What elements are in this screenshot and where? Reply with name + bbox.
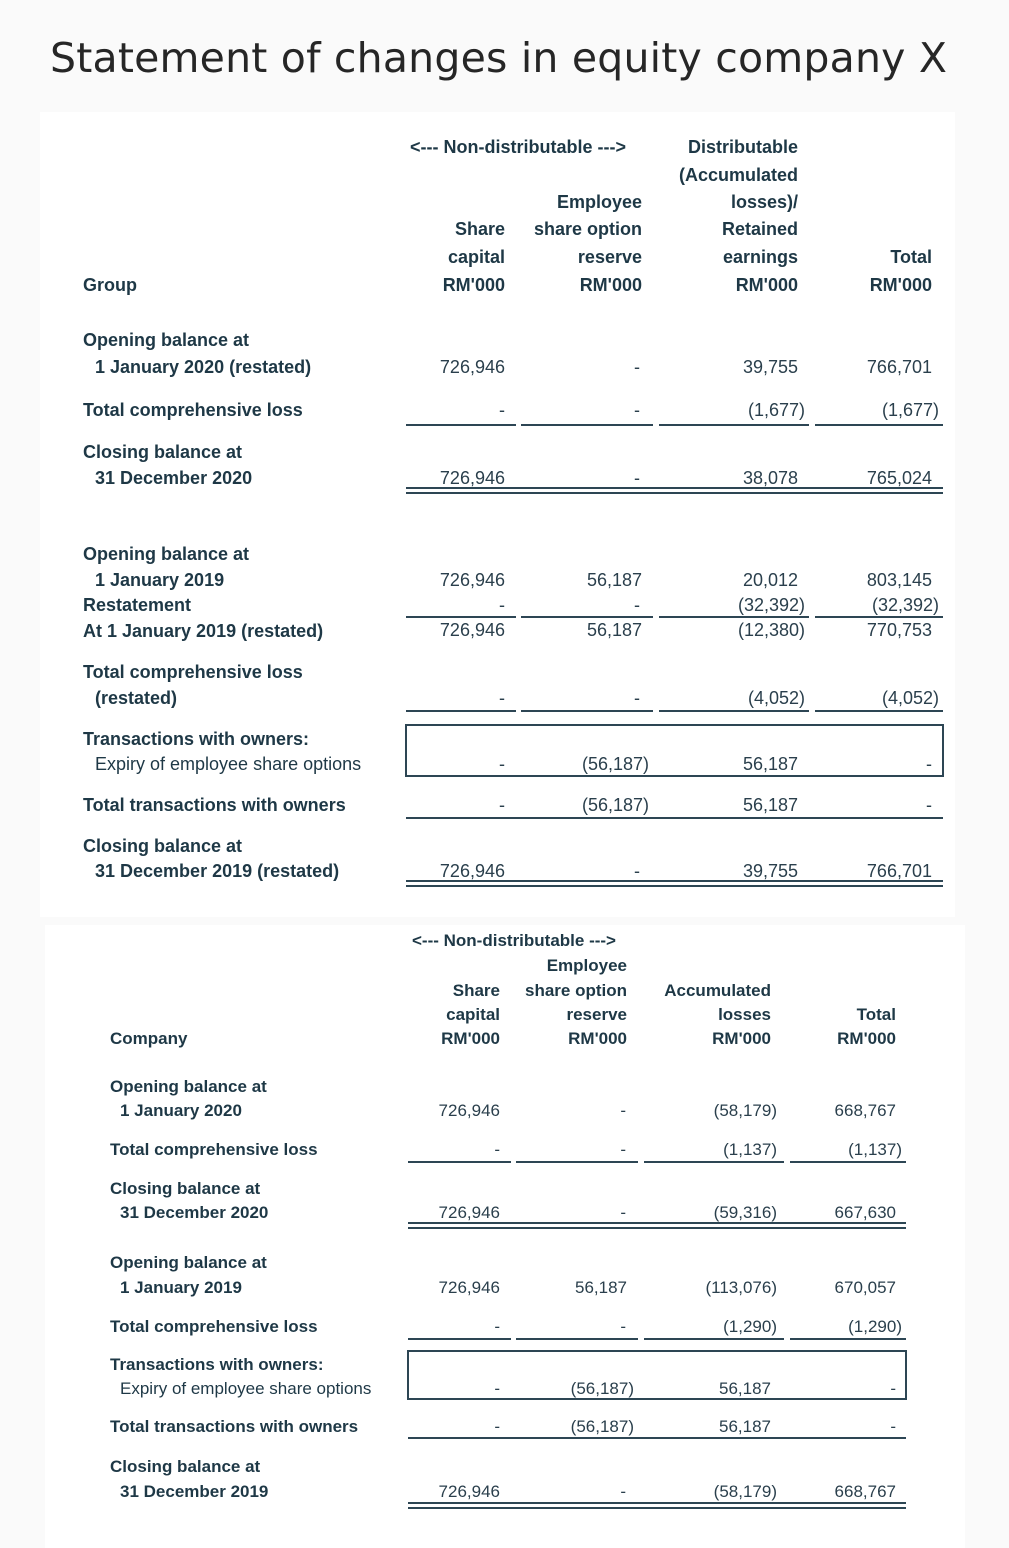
cell-total: 766,701 (866, 861, 932, 881)
row-label: Total comprehensive loss (110, 1140, 318, 1159)
row-label: Total comprehensive loss (110, 1317, 318, 1336)
row-label: 1 January 2019 (95, 570, 225, 590)
cell-total: (32,392) (871, 595, 939, 615)
header-share-capital-unit: RM'000 (442, 275, 505, 295)
cell-share-capital: - (499, 595, 505, 615)
subtotal-rule (815, 710, 943, 712)
cell-share-capital: 726,946 (438, 1203, 500, 1222)
cell-esos: 56,187 (586, 570, 642, 590)
cell-esos: - (620, 1482, 626, 1501)
row-label: Transactions with owners: (83, 729, 310, 749)
row-label: 1 January 2020 (restated) (95, 357, 312, 377)
row-label: Restatement (83, 595, 192, 615)
row-label: At 1 January 2019 (restated) (83, 621, 324, 641)
cell-total: 668,767 (834, 1101, 896, 1120)
cell-distributable: (1,677) (747, 400, 805, 420)
subtotal-rule (659, 710, 809, 712)
cell-share-capital: - (499, 400, 505, 420)
header-distributable-4: Retained (721, 219, 798, 239)
cell-esos: - (634, 688, 640, 708)
cell-accumulated: 56,187 (719, 1417, 771, 1436)
row-label: Expiry of employee share options (95, 754, 362, 774)
header-accumulated-1: Accumulated (664, 981, 771, 1000)
subtotal-rule (521, 710, 653, 712)
subtotal-rule (790, 1161, 906, 1163)
header-total-unit: RM'000 (869, 275, 932, 295)
cell-accumulated: (1,290) (723, 1317, 777, 1336)
header-esos-unit: RM'000 (579, 275, 642, 295)
header-accumulated-unit: RM'000 (712, 1029, 771, 1048)
row-label: Closing balance at (83, 442, 243, 462)
subtotal-rule (790, 1338, 906, 1340)
header-esos-1: Employee (546, 956, 627, 975)
total-double-rule (408, 1222, 906, 1229)
cell-distributable: (12,380) (737, 620, 805, 640)
cell-esos: (56,187) (581, 795, 649, 815)
subtotal-rule (406, 817, 943, 819)
subtotal-rule (644, 1338, 784, 1340)
cell-total: - (926, 795, 932, 815)
cell-esos: - (620, 1203, 626, 1222)
cell-distributable: 56,187 (742, 754, 798, 774)
total-double-rule (406, 880, 943, 887)
cell-esos: - (620, 1140, 626, 1159)
cell-distributable: (32,392) (737, 595, 805, 615)
cell-share-capital: 726,946 (438, 1482, 500, 1501)
cell-esos: - (620, 1101, 626, 1120)
header-share-capital-1: Share (454, 219, 505, 239)
cell-distributable: 38,078 (742, 468, 798, 488)
subtotal-rule (521, 424, 653, 426)
subtotal-rule (408, 1338, 511, 1340)
header-share-capital-1: Share (452, 981, 500, 1000)
cell-share-capital: - (499, 795, 505, 815)
cell-accumulated: (59,316) (713, 1203, 777, 1222)
header-distributable-unit: RM'000 (735, 275, 798, 295)
row-label: 31 December 2019 (restated) (95, 861, 340, 881)
cell-esos: - (634, 357, 640, 377)
cell-esos: - (634, 861, 640, 881)
cell-total: 766,701 (866, 357, 932, 377)
cell-accumulated: (58,179) (713, 1482, 777, 1501)
row-label: Total transactions with owners (83, 795, 346, 815)
cell-total: - (890, 1379, 896, 1398)
header-esos-2: share option (533, 219, 642, 239)
cell-share-capital: 726,946 (439, 570, 505, 590)
row-label: (restated) (95, 688, 178, 708)
cell-total: (1,290) (848, 1317, 902, 1336)
header-esos-2: share option (524, 981, 627, 1000)
header-total-1: Total (890, 247, 932, 267)
cell-share-capital: - (494, 1379, 500, 1398)
subtotal-rule (521, 616, 653, 618)
cell-distributable: 56,187 (742, 795, 798, 815)
subtotal-rule (516, 1161, 638, 1163)
total-double-rule (408, 1502, 906, 1509)
cell-esos: 56,187 (575, 1278, 627, 1297)
cell-share-capital: 726,946 (438, 1101, 500, 1120)
subtotal-rule (815, 424, 943, 426)
row-label: 1 January 2020 (120, 1101, 242, 1120)
header-distributable-3: losses)/ (730, 192, 798, 212)
cell-total: 770,753 (866, 620, 932, 640)
subtotal-rule (408, 1437, 906, 1439)
subtotal-rule (408, 1161, 511, 1163)
row-label: Closing balance at (110, 1179, 261, 1198)
highlight-box (405, 724, 944, 777)
subtotal-rule (406, 616, 516, 618)
cell-share-capital: 726,946 (439, 468, 505, 488)
cell-total: 765,024 (866, 468, 932, 488)
cell-share-capital: - (494, 1317, 500, 1336)
cell-total: 667,630 (834, 1203, 896, 1222)
cell-total: (4,052) (881, 688, 939, 708)
subtotal-rule (406, 424, 516, 426)
cell-esos: - (634, 595, 640, 615)
cell-total: - (926, 754, 932, 774)
row-label: 1 January 2019 (120, 1278, 242, 1297)
header-esos-3: reserve (566, 1005, 627, 1024)
cell-share-capital: 726,946 (438, 1278, 500, 1297)
company-statement-panel (45, 925, 965, 1548)
row-label: Expiry of employee share options (120, 1379, 372, 1398)
header-share-capital-2: capital (447, 247, 505, 267)
cell-accumulated: (58,179) (713, 1101, 777, 1120)
cell-share-capital: - (499, 688, 505, 708)
subtotal-rule (406, 710, 516, 712)
cell-total: 668,767 (834, 1482, 896, 1501)
subtotal-rule (644, 1161, 784, 1163)
cell-total: (1,677) (881, 400, 939, 420)
cell-share-capital: 726,946 (439, 357, 505, 377)
cell-esos: - (634, 468, 640, 488)
section-label-company: Company (110, 1029, 188, 1048)
header-total-1: Total (856, 1005, 896, 1024)
header-distributable-2: (Accumulated (678, 165, 798, 185)
cell-accumulated: 56,187 (719, 1379, 771, 1398)
row-label: Opening balance at (83, 330, 250, 350)
cell-accumulated: (113,076) (705, 1278, 777, 1297)
row-label: Opening balance at (110, 1077, 267, 1096)
cell-distributable: 39,755 (742, 861, 798, 881)
page-title: Statement of changes in equity company X (50, 34, 948, 82)
cell-esos: (56,187) (570, 1379, 634, 1398)
header-share-capital-unit: RM'000 (441, 1029, 500, 1048)
cell-total: (1,137) (848, 1140, 902, 1159)
row-label: Total comprehensive loss (83, 400, 303, 420)
cell-share-capital: 726,946 (439, 861, 505, 881)
subtotal-rule (516, 1338, 638, 1340)
row-label: 31 December 2019 (120, 1482, 269, 1501)
cell-share-capital: - (494, 1417, 500, 1436)
cell-share-capital: 726,946 (439, 620, 505, 640)
header-total-unit: RM'000 (837, 1029, 896, 1048)
subtotal-rule (815, 616, 943, 618)
header-esos-1: Employee (556, 192, 642, 212)
cell-share-capital: - (494, 1140, 500, 1159)
section-label-group: Group (83, 275, 137, 295)
header-non-distributable: <--- Non-distributable ---> (412, 931, 616, 950)
row-label: Closing balance at (83, 836, 243, 856)
cell-accumulated: (1,137) (723, 1140, 777, 1159)
subtotal-rule (659, 616, 809, 618)
cell-esos: 56,187 (586, 620, 642, 640)
total-double-rule (406, 487, 943, 494)
header-share-capital-2: capital (446, 1005, 500, 1024)
header-esos-unit: RM'000 (568, 1029, 627, 1048)
cell-distributable: 20,012 (742, 570, 798, 590)
row-label: Total transactions with owners (110, 1417, 359, 1436)
header-distributable-1: Distributable (687, 137, 798, 157)
row-label: Closing balance at (110, 1457, 261, 1476)
cell-total: - (890, 1417, 896, 1436)
cell-esos: (56,187) (581, 754, 649, 774)
cell-esos: (56,187) (570, 1417, 634, 1436)
header-esos-3: reserve (577, 247, 642, 267)
row-label: 31 December 2020 (95, 468, 253, 488)
row-label: Transactions with owners: (110, 1355, 324, 1374)
row-label: Opening balance at (83, 544, 250, 564)
cell-distributable: (4,052) (747, 688, 805, 708)
cell-esos: - (634, 400, 640, 420)
cell-share-capital: - (499, 754, 505, 774)
cell-total: 670,057 (834, 1278, 896, 1297)
cell-distributable: 39,755 (742, 357, 798, 377)
header-distributable-5: earnings (722, 247, 798, 267)
row-label: Total comprehensive loss (83, 662, 303, 682)
subtotal-rule (659, 424, 809, 426)
cell-total: 803,145 (866, 570, 932, 590)
highlight-box (407, 1350, 907, 1400)
header-non-distributable: <--- Non-distributable ---> (410, 137, 626, 157)
row-label: Opening balance at (110, 1253, 267, 1272)
row-label: 31 December 2020 (120, 1203, 269, 1222)
cell-esos: - (620, 1317, 626, 1336)
header-accumulated-2: losses (718, 1005, 771, 1024)
